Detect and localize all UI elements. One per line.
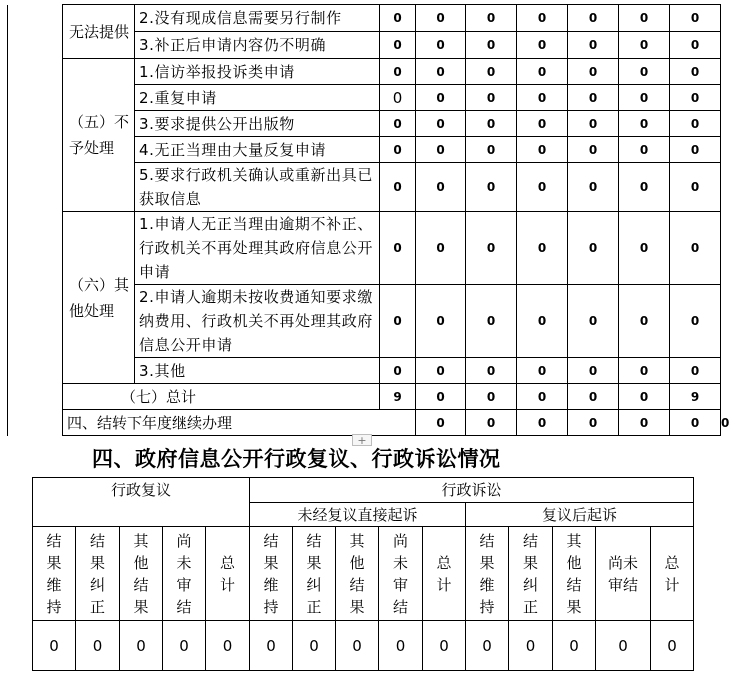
cell-value: 0	[33, 621, 76, 671]
cell-value: 0	[517, 212, 568, 285]
carry-over-row: 四、结转下年度继续办理 0 0 0 0 0 0 0	[8, 410, 721, 436]
cell-value: 0	[466, 85, 517, 111]
cell-value: 0	[651, 621, 694, 671]
values-row	[33, 621, 694, 671]
add-row-marker[interactable]: +	[352, 434, 372, 446]
cell-value: 0	[619, 111, 670, 137]
cell-value: 0	[380, 59, 416, 85]
cell-value: 0	[619, 285, 670, 358]
cell-value: 0	[380, 163, 416, 212]
cell-value: 0	[380, 358, 416, 384]
cell-value: 0	[509, 621, 553, 671]
cell-value: 0	[380, 111, 416, 137]
item-label: 5.要求行政机关确认或重新出具已获取信息	[135, 163, 380, 212]
cell-value: 0	[670, 410, 721, 436]
cell-value: 0	[380, 85, 416, 111]
cell-value: 0	[568, 5, 619, 32]
cell-value: 0	[416, 384, 466, 410]
cell-value: 0	[416, 358, 466, 384]
column-headers	[33, 527, 694, 621]
cell-value: 0	[619, 85, 670, 111]
cell-value: 0	[670, 163, 721, 212]
cell-value: 0	[416, 32, 466, 59]
cell-value: 0	[517, 32, 568, 59]
col-header: 结 果 维 持	[466, 527, 509, 621]
cell-value: 9	[670, 384, 721, 410]
cell-value: 0	[619, 384, 670, 410]
cell-value: 0	[568, 59, 619, 85]
cell-value: 0	[553, 621, 596, 671]
cell-value: 0	[250, 621, 293, 671]
cell-value: 0	[293, 621, 336, 671]
col-header: 结 果 纠 正	[293, 527, 336, 621]
cell-value: 0	[670, 285, 721, 358]
item-label: 1.申请人无正当理由逾期不补正、行政机关不再处理其政府信息公开申请	[135, 212, 380, 285]
cell-value: 0	[336, 621, 379, 671]
cell-value: 0	[568, 358, 619, 384]
item-label: 1.信访举报投诉类申请	[135, 59, 380, 85]
cell-value: 0	[416, 212, 466, 285]
outer-category-cell	[8, 5, 63, 436]
cell-value: 0	[517, 85, 568, 111]
cell-value: 0	[416, 410, 466, 436]
item-label: 4.无正当理由大量反复申请	[135, 137, 380, 163]
category-refuse: （五）不予处理	[63, 59, 135, 212]
cell-value: 0	[568, 212, 619, 285]
col-header: 其 他 结 果	[120, 527, 163, 621]
application-handling-table	[7, 4, 729, 436]
cell-value: 0	[670, 111, 721, 137]
review-litigation-table	[32, 477, 694, 671]
cell-value: 0	[517, 384, 568, 410]
cell-value: 0	[380, 137, 416, 163]
direct-litigation-header: 未经复议直接起诉	[250, 503, 466, 527]
cell-value: 0	[466, 32, 517, 59]
cell-value: 0	[380, 5, 416, 32]
col-header: 结 果 纠 正	[509, 527, 553, 621]
cell-value: 0	[120, 621, 163, 671]
cell-value: 0	[670, 85, 721, 111]
cell-value: 0	[380, 212, 416, 285]
cell-value: 0	[416, 137, 466, 163]
cell-value: 0	[379, 621, 423, 671]
section-title: 四、政府信息公开行政复议、行政诉讼情况	[92, 447, 501, 471]
cell-value: 0	[163, 621, 206, 671]
cell-value: 0	[568, 32, 619, 59]
col-header: 结 果 纠 正	[76, 527, 120, 621]
cell-value: 0	[76, 621, 120, 671]
cell-value: 0	[670, 137, 721, 163]
category-other: （六）其他处理	[63, 212, 135, 384]
cell-value: 0	[619, 163, 670, 212]
cell-value: 0	[596, 621, 651, 671]
cell-value: 0	[517, 5, 568, 32]
col-header: 总 计	[423, 527, 466, 621]
cell-value: 0	[416, 163, 466, 212]
cell-value: 0	[619, 212, 670, 285]
cell-value: 0	[380, 32, 416, 59]
cell-value: 0	[466, 285, 517, 358]
cell-value: 0	[466, 111, 517, 137]
cell-value: 0	[619, 410, 670, 436]
col-header: 结 果 维 持	[33, 527, 76, 621]
cell-value: 0	[670, 5, 721, 32]
cell-value: 9	[380, 384, 416, 410]
cell-value: 0	[416, 5, 466, 32]
table-row	[8, 59, 721, 85]
col-header: 结 果 维 持	[250, 527, 293, 621]
cell-value: 0	[619, 5, 670, 32]
col-header: 总 计	[651, 527, 694, 621]
cell-value: 0	[568, 111, 619, 137]
after-review-header: 复议后起诉	[466, 503, 694, 527]
cell-value: 0	[670, 212, 721, 285]
col-header: 其 他 结 果	[553, 527, 596, 621]
cell-value: 0	[423, 621, 466, 671]
cell-value: 0	[517, 59, 568, 85]
cell-value: 0	[466, 384, 517, 410]
review-header: 行政复议	[33, 478, 250, 527]
cell-value: 0	[466, 59, 517, 85]
cell-value: 0	[466, 410, 517, 436]
col-header: 其 他 结 果	[336, 527, 379, 621]
item-label: 3.补正后申请内容仍不明确	[135, 32, 380, 59]
cell-value: 0	[619, 137, 670, 163]
cell-value: 0	[619, 358, 670, 384]
cell-value: 0	[517, 137, 568, 163]
col-header: 总 计	[206, 527, 250, 621]
cell-value: 0	[568, 163, 619, 212]
cell-value: 0	[466, 358, 517, 384]
cell-value: 0	[670, 32, 721, 59]
cell-value: 0	[670, 59, 721, 85]
cell-value: 0	[380, 285, 416, 358]
cell-value: 0	[619, 59, 670, 85]
cell-value: 0	[568, 384, 619, 410]
cell-value: 0	[517, 410, 568, 436]
table-row	[8, 5, 721, 32]
cell-value: 0	[568, 410, 619, 436]
item-label: 2.申请人逾期未按收费通知要求缴纳费用、行政机关不再处理其政府信息公开申请	[135, 285, 380, 358]
cell-value: 0	[416, 85, 466, 111]
cell-value: 0	[517, 111, 568, 137]
total-row	[8, 384, 721, 410]
cell-value: 0	[206, 621, 250, 671]
item-label: 3.要求提供公开出版物	[135, 111, 380, 137]
cell-value: 0	[466, 212, 517, 285]
cell-value: 0	[568, 285, 619, 358]
cell-value: 0	[568, 85, 619, 111]
item-label: 2.重复申请	[135, 85, 380, 111]
cell-value: 0	[466, 137, 517, 163]
cell-value: 0	[619, 32, 670, 59]
cell-value: 0	[670, 358, 721, 384]
cell-value: 0	[466, 163, 517, 212]
cell-value: 0	[517, 358, 568, 384]
litigation-header: 行政诉讼	[250, 478, 694, 503]
cell-value: 0	[416, 285, 466, 358]
cell-value: 0	[466, 5, 517, 32]
col-header: 尚 未 审 结	[379, 527, 423, 621]
cell-value: 0	[416, 111, 466, 137]
item-label: 3.其他	[135, 358, 380, 384]
cell-value: 0	[466, 621, 509, 671]
category-no-info: 无法提供	[63, 5, 135, 59]
total-label: （七）总计	[63, 384, 380, 410]
cell-value: 0	[416, 59, 466, 85]
col-header: 尚未 审结	[596, 527, 651, 621]
cell-value: 0	[568, 137, 619, 163]
col-header: 尚 未 审 结	[163, 527, 206, 621]
table-row	[8, 212, 721, 285]
item-label: 2.没有现成信息需要另行制作	[135, 5, 380, 32]
carry-over-label: 四、结转下年度继续办理	[63, 410, 416, 436]
cell-value: 0	[517, 163, 568, 212]
cell-value: 0	[517, 285, 568, 358]
